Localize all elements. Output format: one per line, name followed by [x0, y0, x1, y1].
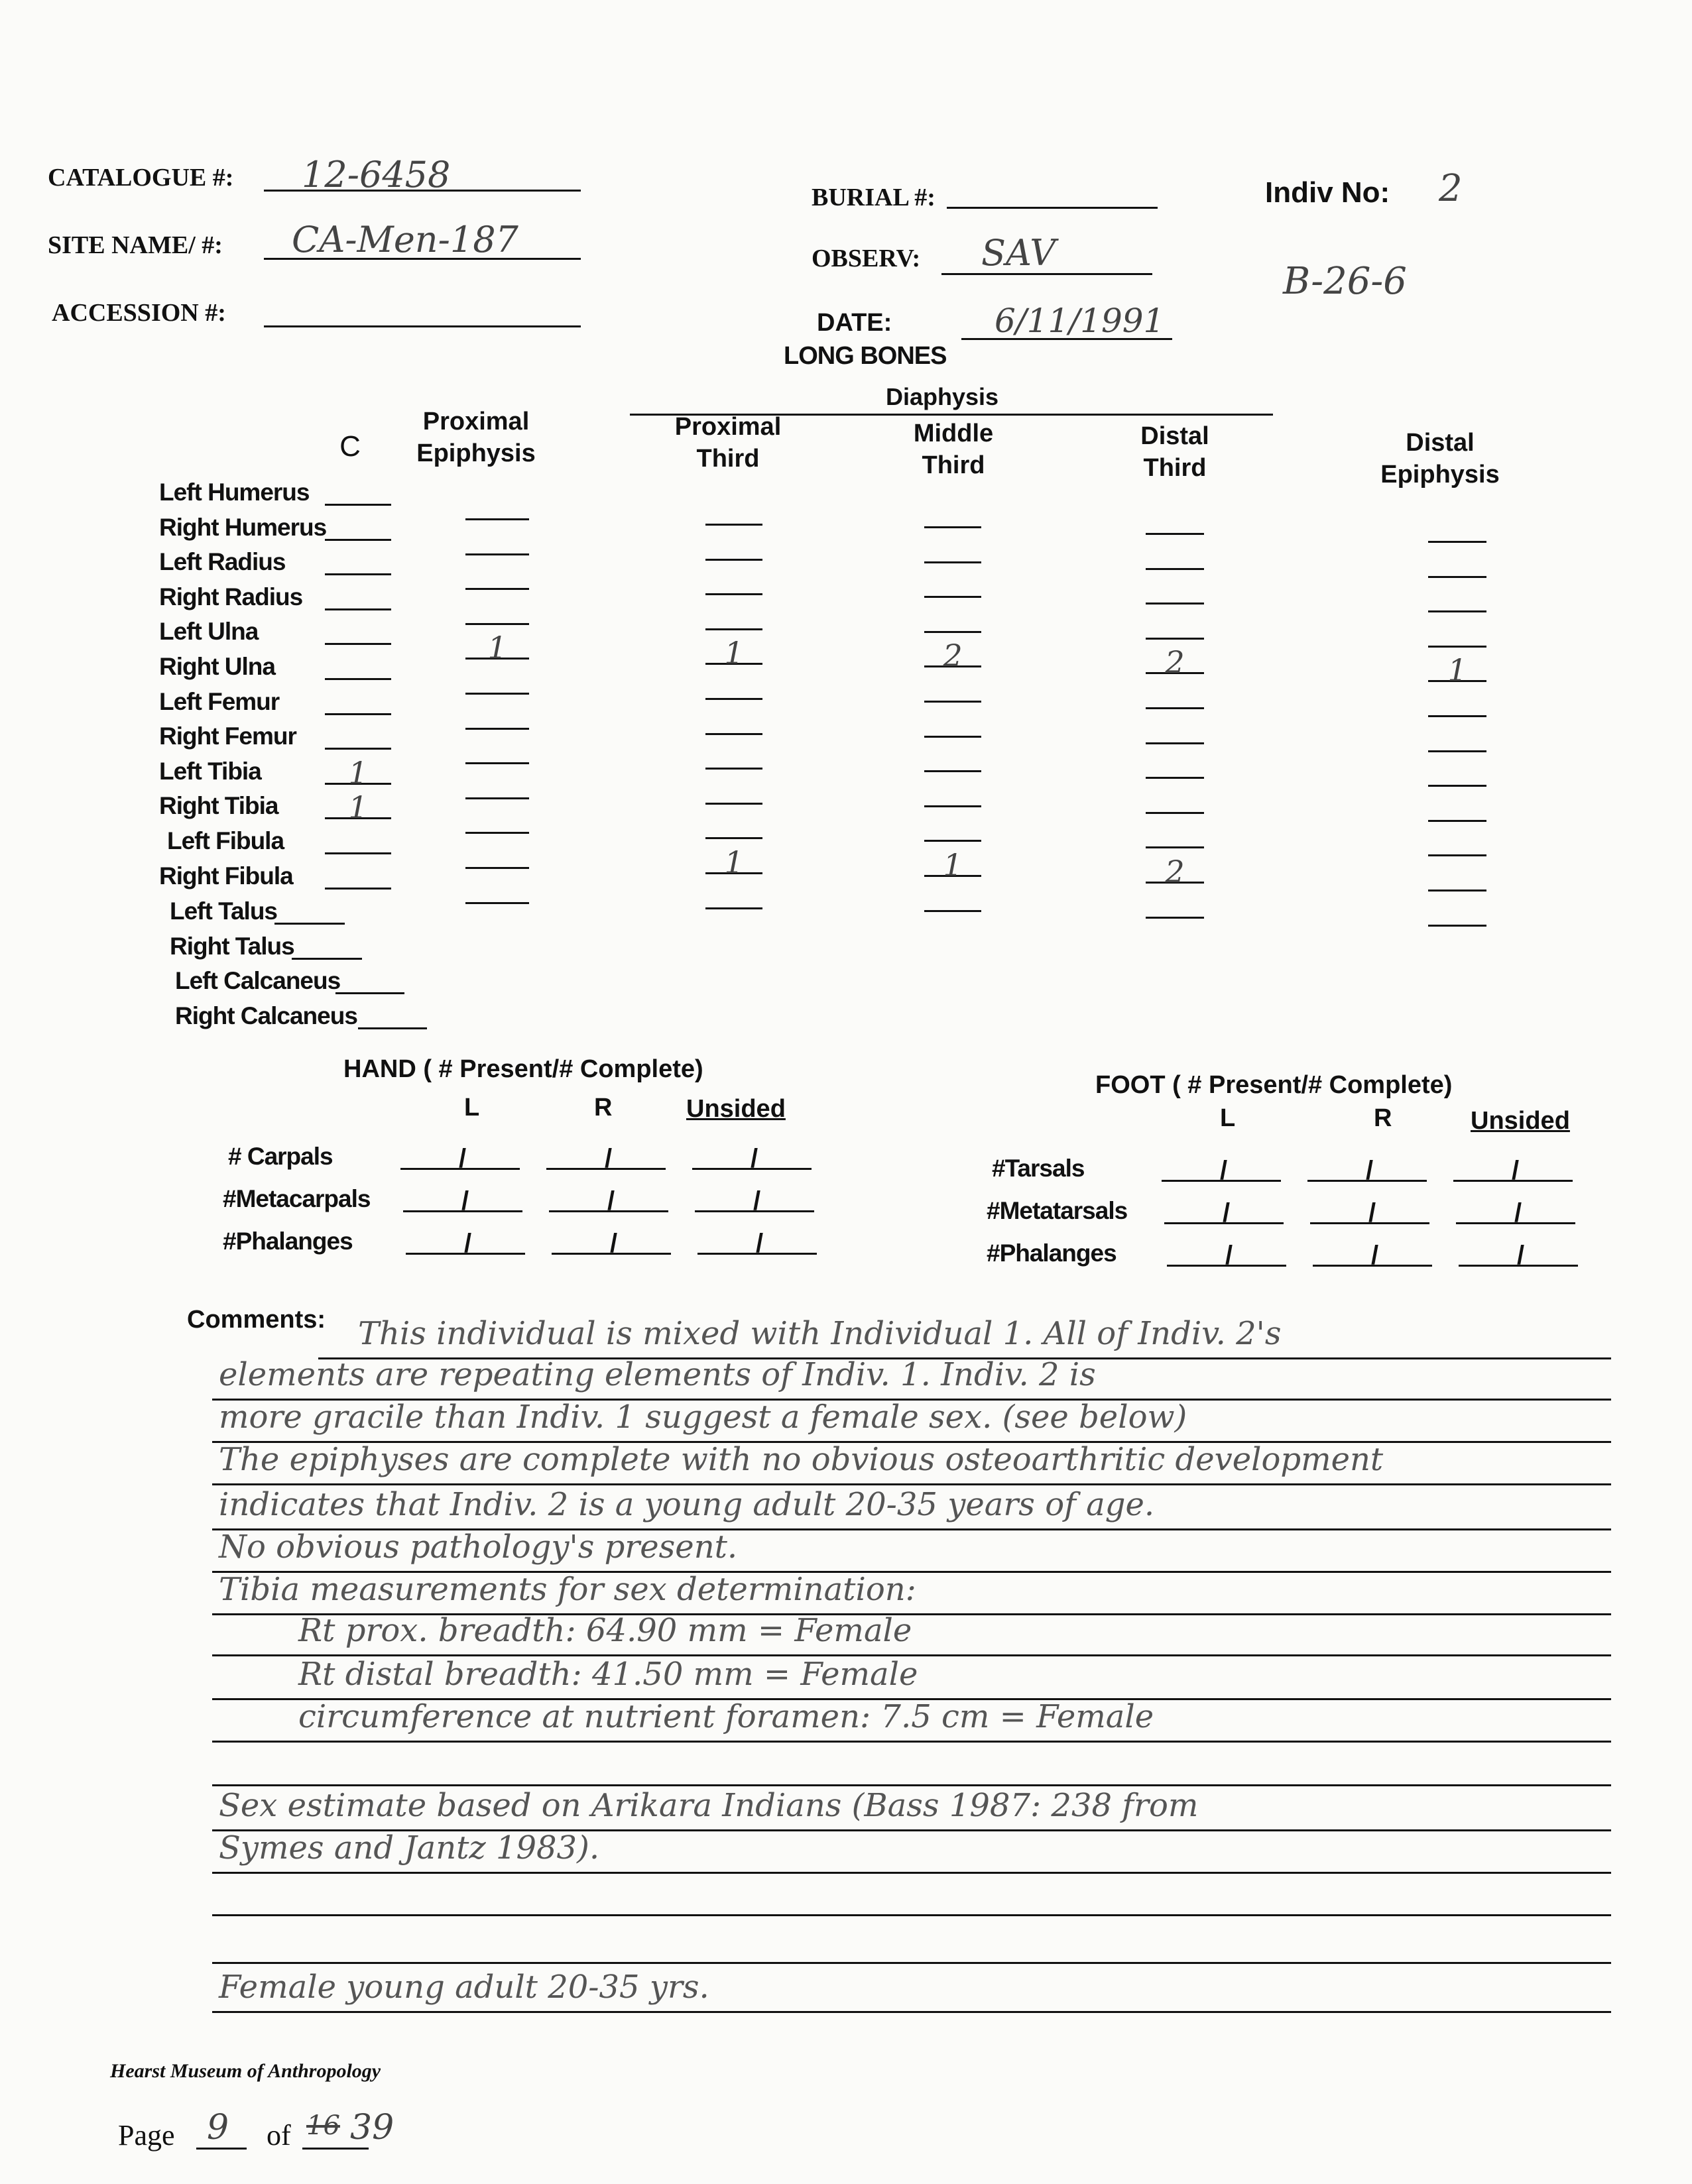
- col-c-header: C: [339, 430, 361, 463]
- comment-rule: [212, 1741, 1611, 1743]
- comment-line-text: Female young adult 20-35 yrs.: [219, 1969, 709, 2006]
- bone-cell-mt[interactable]: [924, 596, 981, 598]
- bone-cell-de[interactable]: [1428, 890, 1486, 891]
- hand-l-header: L: [464, 1094, 480, 1121]
- bone-cell-pe[interactable]: [465, 588, 529, 590]
- bone-cell-c[interactable]: [325, 852, 391, 854]
- bone-row-label: Right Ulna: [159, 653, 275, 680]
- bone-cell-mark: 1: [348, 789, 368, 826]
- slash-glyph: /: [756, 1229, 764, 1258]
- bone-cell-pe[interactable]: [465, 762, 529, 764]
- bone-cell-pe[interactable]: [465, 518, 529, 520]
- bone-cell-de[interactable]: [1428, 820, 1486, 822]
- slash-glyph: /: [1514, 1198, 1522, 1228]
- bone-cell-mt[interactable]: [924, 770, 981, 772]
- bone-cell-pe[interactable]: [465, 693, 529, 695]
- bone-row-label: Left Tibia: [159, 757, 261, 785]
- bone-cell-pt[interactable]: [705, 768, 762, 770]
- bone-cell-pt[interactable]: [705, 593, 762, 595]
- bone-row-label: Right Fibula: [159, 862, 293, 890]
- bone-cell-de[interactable]: [1428, 854, 1486, 856]
- bone-cell-mark: 1: [943, 847, 963, 883]
- hand-r-header: R: [594, 1094, 613, 1121]
- comment-line-text: circumference at nutrient foramen: 7.5 cm = Female: [298, 1698, 1154, 1735]
- bone-cell-mark: 2: [1165, 854, 1185, 890]
- foot-l-header: L: [1220, 1104, 1236, 1132]
- bone-cell-pt[interactable]: [705, 559, 762, 561]
- bone-cell-mark: 2: [943, 638, 963, 674]
- bone-row-label: Left Humerus: [159, 479, 310, 506]
- foot-title: FOOT ( # Present/# Complete): [1095, 1071, 1453, 1099]
- short-bone-label: Left Calcaneus: [175, 967, 341, 995]
- comment-line-text: Sex estimate based on Arikara Indians (Bass 1987: 238 from: [219, 1787, 1199, 1824]
- comment-rule: [212, 1962, 1611, 1964]
- slash-glyph: /: [1512, 1156, 1520, 1185]
- bone-cell-pe[interactable]: [465, 832, 529, 834]
- col-prox-epi-header: Proximal Epiphysis: [416, 408, 536, 467]
- observ-value: SAV: [981, 232, 1056, 274]
- burial-label: BURIAL #:: [812, 184, 936, 211]
- comment-rule: [212, 1872, 1611, 1874]
- slash-glyph: /: [605, 1144, 613, 1173]
- col-prox-third-header: Proximal Third: [674, 413, 782, 473]
- slash-glyph: /: [1220, 1156, 1228, 1185]
- bone-cell-dt[interactable]: [1146, 533, 1204, 535]
- bone-cell-dt[interactable]: [1146, 777, 1204, 779]
- bone-cell-c[interactable]: [325, 573, 391, 575]
- bone-cell-mark: 1: [487, 630, 507, 666]
- comment-rule: [212, 1483, 1611, 1485]
- bone-cell-mark: 1: [724, 635, 744, 671]
- foot-row-label: #Phalanges: [987, 1239, 1117, 1267]
- bone-cell-mark: 2: [1165, 644, 1185, 681]
- bone-cell-c[interactable]: [325, 748, 391, 750]
- bone-cell-pt[interactable]: [705, 803, 762, 805]
- bone-cell-mt[interactable]: [924, 526, 981, 528]
- bone-row-label: Right Femur: [159, 722, 296, 750]
- bone-cell-c[interactable]: [325, 608, 391, 610]
- comment-rule: [212, 2011, 1611, 2013]
- comment-line-text: Rt prox. breadth: 64.90 mm = Female: [298, 1612, 912, 1649]
- foot-row-label: #Metatarsals: [987, 1197, 1128, 1224]
- hand-title: HAND ( # Present/# Complete): [343, 1055, 703, 1083]
- page-value: 9: [207, 2108, 229, 2148]
- bone-cell-mark: 1: [348, 754, 368, 791]
- bone-cell-de[interactable]: [1428, 610, 1486, 612]
- bone-cell-mt[interactable]: [924, 736, 981, 738]
- short-bone-label: Right Talus: [170, 932, 294, 960]
- slash-glyph: /: [461, 1186, 469, 1216]
- bone-cell-de[interactable]: [1428, 646, 1486, 648]
- comment-line-text: indicates that Indiv. 2 is a young adult 20-35 years of age.: [219, 1486, 1155, 1523]
- slash-glyph: /: [1371, 1241, 1379, 1270]
- bone-cell-dt[interactable]: [1146, 812, 1204, 814]
- bone-cell-de[interactable]: [1428, 541, 1486, 543]
- bone-cell-de[interactable]: [1428, 925, 1486, 927]
- bone-cell-pe[interactable]: [465, 553, 529, 555]
- bone-cell-pe[interactable]: [465, 902, 529, 904]
- col-dist-epi-header: Distal Epiphysis: [1380, 429, 1500, 489]
- burial-field[interactable]: [947, 178, 1158, 209]
- comment-line-text: elements are repeating elements of Indiv. 1. Indiv. 2 is: [219, 1356, 1096, 1393]
- extra-note: B-26-6: [1283, 260, 1407, 303]
- short-bone-label: Right Calcaneus: [175, 1002, 357, 1029]
- comment-line-text: This individual is mixed with Individual 1. All of Indiv. 2's: [358, 1315, 1282, 1352]
- bone-cell-dt[interactable]: [1146, 568, 1204, 570]
- bone-cell-de[interactable]: [1428, 750, 1486, 752]
- site-value: CA-Men-187: [292, 219, 518, 260]
- bone-cell-de[interactable]: [1428, 576, 1486, 578]
- hand-row-label: #Phalanges: [223, 1228, 353, 1255]
- bone-row-label: Right Tibia: [159, 792, 278, 820]
- observ-label: OBSERV:: [812, 245, 921, 272]
- bone-row-label: Right Radius: [159, 583, 303, 610]
- foot-unsided-header: Unsided: [1471, 1107, 1570, 1135]
- page-label: Page: [118, 2119, 175, 2152]
- comments-label: Comments:: [187, 1306, 326, 1334]
- col-dist-third-header: Distal Third: [1140, 422, 1209, 482]
- accession-label: ACCESSION #:: [52, 299, 226, 327]
- of-label: of: [267, 2119, 291, 2152]
- foot-row-label: #Tarsals: [992, 1155, 1085, 1182]
- long-bones-title: LONG BONES: [784, 342, 947, 370]
- bone-cell-mark: 1: [724, 844, 744, 880]
- bone-cell-mark: 1: [1447, 652, 1467, 689]
- hand-row-label: # Carpals: [228, 1143, 333, 1170]
- total-struck: 16: [306, 2110, 340, 2141]
- hand-unsided-header: Unsided: [686, 1095, 786, 1123]
- comment-rule: [212, 1914, 1611, 1916]
- bone-cell-mt[interactable]: [924, 561, 981, 563]
- bone-cell-pe[interactable]: [465, 867, 529, 869]
- bone-cell-mt[interactable]: [924, 631, 981, 633]
- site-label: SITE NAME/ #:: [48, 231, 223, 259]
- short-bone-field[interactable]: [358, 1027, 427, 1029]
- bone-cell-pe[interactable]: [465, 623, 529, 625]
- col-mid-third-header: Middle Third: [913, 420, 994, 479]
- slash-glyph: /: [459, 1144, 467, 1173]
- bone-row-label: Left Fibula: [167, 827, 284, 854]
- slash-glyph: /: [607, 1186, 615, 1216]
- bone-row-label: Right Humerus: [159, 513, 327, 541]
- catalogue-label: CATALOGUE #:: [48, 164, 234, 192]
- slash-glyph: /: [753, 1186, 761, 1216]
- slash-glyph: /: [464, 1229, 472, 1258]
- comment-line-text: Tibia measurements for sex determination:: [219, 1571, 916, 1608]
- bone-cell-pt[interactable]: [705, 837, 762, 839]
- bone-cell-c[interactable]: [325, 888, 391, 890]
- bone-cell-pt[interactable]: [705, 698, 762, 700]
- diaphysis-label: Diaphysis: [886, 383, 999, 410]
- bone-cell-mt[interactable]: [924, 805, 981, 807]
- bone-cell-dt[interactable]: [1146, 707, 1204, 709]
- bone-cell-c[interactable]: [325, 643, 391, 645]
- museum-name: Hearst Museum of Anthropology: [110, 2060, 381, 2082]
- bone-cell-pe[interactable]: [465, 728, 529, 730]
- comment-line-text: Symes and Jantz 1983).: [219, 1829, 600, 1867]
- slash-glyph: /: [1223, 1198, 1231, 1228]
- foot-r-header: R: [1374, 1104, 1392, 1132]
- bone-cell-pt[interactable]: [705, 907, 762, 909]
- bone-cell-c[interactable]: [325, 504, 391, 506]
- comment-line-text: The epiphyses are complete with no obvious osteoarthritic development: [219, 1441, 1384, 1478]
- indiv-label: Indiv No:: [1265, 176, 1390, 209]
- bone-cell-dt[interactable]: [1146, 742, 1204, 744]
- slash-glyph: /: [751, 1144, 758, 1173]
- bone-cell-dt[interactable]: [1146, 603, 1204, 604]
- bone-cell-c[interactable]: [325, 713, 391, 715]
- bone-cell-mt[interactable]: [924, 910, 981, 912]
- bone-cell-de[interactable]: [1428, 785, 1486, 787]
- catalogue-value: 12-6458: [302, 154, 451, 196]
- slash-glyph: /: [1225, 1241, 1233, 1270]
- slash-glyph: /: [1366, 1156, 1374, 1185]
- accession-field[interactable]: [264, 296, 581, 327]
- bone-cell-c[interactable]: [325, 678, 391, 680]
- slash-glyph: /: [1517, 1241, 1525, 1270]
- bone-cell-dt[interactable]: [1146, 846, 1204, 848]
- comment-line-text: No obvious pathology's present.: [219, 1528, 738, 1566]
- bone-cell-c[interactable]: [325, 539, 391, 541]
- indiv-value: 2: [1439, 167, 1463, 210]
- short-bone-field[interactable]: [335, 992, 404, 994]
- slash-glyph: /: [1368, 1198, 1376, 1228]
- bone-cell-pt[interactable]: [705, 524, 762, 526]
- short-bone-field[interactable]: [292, 958, 362, 960]
- bone-cell-mt[interactable]: [924, 840, 981, 842]
- comment-line-text: more gracile than Indiv. 1 suggest a female sex. (see below): [219, 1399, 1187, 1436]
- bone-cell-dt[interactable]: [1146, 917, 1204, 919]
- bone-cell-pt[interactable]: [705, 733, 762, 735]
- bone-cell-pe[interactable]: [465, 797, 529, 799]
- bone-cell-de[interactable]: [1428, 715, 1486, 717]
- date-value: 6/11/1991: [995, 302, 1165, 340]
- bone-cell-dt[interactable]: [1146, 638, 1204, 640]
- total-value: 39: [350, 2108, 394, 2148]
- bone-row-label: Left Femur: [159, 687, 280, 715]
- bone-row-label: Left Ulna: [159, 618, 259, 646]
- date-label: DATE:: [817, 309, 892, 337]
- bone-row-label: Left Radius: [159, 548, 286, 576]
- comment-rule: [212, 1784, 1611, 1786]
- comment-line-text: Rt distal breadth: 41.50 mm = Female: [298, 1656, 918, 1693]
- short-bone-field[interactable]: [274, 923, 345, 925]
- slash-glyph: /: [610, 1229, 618, 1258]
- hand-row-label: #Metacarpals: [223, 1185, 371, 1212]
- short-bone-label: Left Talus: [170, 897, 277, 925]
- bone-cell-mt[interactable]: [924, 701, 981, 703]
- bone-cell-pt[interactable]: [705, 628, 762, 630]
